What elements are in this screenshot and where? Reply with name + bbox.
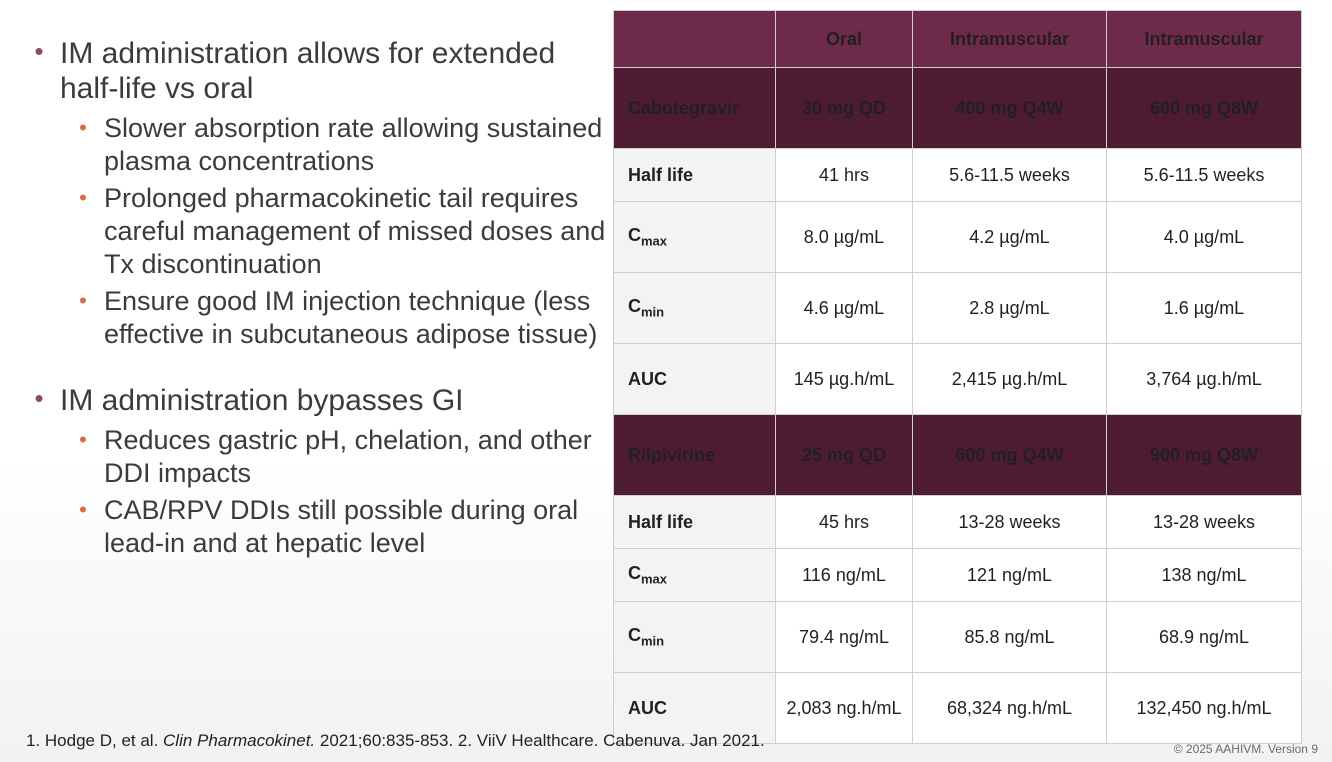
bullet-item <box>18 36 608 106</box>
drug-dose-q8w: 900 mg Q8W <box>1107 415 1302 496</box>
bullet-item <box>62 182 608 281</box>
footnote-journal: Clin Pharmacokinet. <box>163 731 316 750</box>
cell-value: 2.8 µg/mL <box>913 273 1107 344</box>
bullet-item <box>62 285 608 351</box>
row-label-text: C <box>628 625 641 646</box>
table-row <box>614 496 1302 549</box>
cell-value: 45 hrs <box>776 496 913 549</box>
drug-dose-q4w: 600 mg Q4W <box>913 415 1107 496</box>
footnote-citation <box>26 731 765 751</box>
cell-value: 4.2 µg/mL <box>913 202 1107 273</box>
cell-value: 5.6-11.5 weeks <box>913 149 1107 202</box>
cell-value: 1.6 µg/mL <box>1107 273 1302 344</box>
cell-value: 5.6-11.5 weeks <box>1107 149 1302 202</box>
cell-value: 79.4 ng/mL <box>776 602 913 673</box>
bullet-item <box>62 112 608 178</box>
bullet-item <box>62 424 608 490</box>
row-label-auc: AUC <box>614 673 776 744</box>
bullet-text: CAB/RPV DDIs still possible during oral lead-in and at hepatic level <box>104 495 579 558</box>
row-label-text: C <box>628 296 641 317</box>
cell-value: 85.8 ng/mL <box>913 602 1107 673</box>
row-label-half-life: Half life <box>614 496 776 549</box>
cell-value: 145 µg.h/mL <box>776 344 913 415</box>
drug-name: Rilpivirine <box>614 415 776 496</box>
pk-table-wrapper <box>613 10 1301 744</box>
bullet-item <box>62 494 608 560</box>
pk-table <box>613 10 1302 744</box>
cell-value: 3,764 µg.h/mL <box>1107 344 1302 415</box>
bullet-item <box>18 383 608 418</box>
column-header-im-q8w: Intramuscular <box>1107 11 1302 68</box>
row-label-subscript: max <box>641 233 668 249</box>
row-label-cmax <box>614 549 776 602</box>
drug-dose-q4w: 400 mg Q4W <box>913 68 1107 149</box>
footnote-part1: 1. Hodge D, et al. <box>26 731 164 750</box>
cell-value: 138 ng/mL <box>1107 549 1302 602</box>
column-header-blank <box>614 11 776 68</box>
cell-value: 2,415 µg.h/mL <box>913 344 1107 415</box>
bullet-dot-icon: • <box>79 185 87 210</box>
cell-value: 121 ng/mL <box>913 549 1107 602</box>
row-label-subscript: max <box>641 571 668 587</box>
row-label-subscript: min <box>641 633 665 649</box>
cell-value: 116 ng/mL <box>776 549 913 602</box>
bullet-dot-icon: • <box>34 383 44 413</box>
cell-value: 8.0 µg/mL <box>776 202 913 273</box>
cell-value: 4.0 µg/mL <box>1107 202 1302 273</box>
row-label-half-life: Half life <box>614 149 776 202</box>
row-label-text: C <box>628 225 641 246</box>
cell-value: 4.6 µg/mL <box>776 273 913 344</box>
row-label-text: C <box>628 563 641 584</box>
table-row <box>614 273 1302 344</box>
bullet-list <box>18 36 608 564</box>
footnote-part2: 2021;60:835-853. 2. ViiV Healthcare. Cabenuva. Jan 2021. <box>315 731 765 750</box>
table-row <box>614 344 1302 415</box>
bullet-text: IM administration bypasses GI <box>60 384 464 417</box>
drug-row-cabotegravir <box>614 68 1302 149</box>
drug-row-rilpivirine <box>614 415 1302 496</box>
bullet-text: Reduces gastric pH, chelation, and other DDI impacts <box>104 425 592 488</box>
bullet-text: Slower absorption rate allowing sustained plasma concentrations <box>104 113 603 176</box>
bullet-dot-icon: • <box>79 427 87 452</box>
row-label-cmin <box>614 273 776 344</box>
bullet-text: IM administration allows for extended half-life vs oral <box>60 37 556 105</box>
cell-value: 2,083 ng.h/mL <box>776 673 913 744</box>
bullet-dot-icon: • <box>79 288 87 313</box>
row-label-subscript: min <box>641 304 665 320</box>
cell-value: 132,450 ng.h/mL <box>1107 673 1302 744</box>
row-label-cmax <box>614 202 776 273</box>
bullet-dot-icon: • <box>79 115 87 140</box>
table-row <box>614 149 1302 202</box>
bullet-dot-icon: • <box>34 36 44 66</box>
bullet-text: Ensure good IM injection technique (less effective in subcutaneous adipose tissue) <box>104 286 598 349</box>
row-label-auc: AUC <box>614 344 776 415</box>
cell-value: 13-28 weeks <box>1107 496 1302 549</box>
cell-value: 68.9 ng/mL <box>1107 602 1302 673</box>
drug-dose-q8w: 600 mg Q8W <box>1107 68 1302 149</box>
row-label-cmin <box>614 602 776 673</box>
column-header-oral: Oral <box>776 11 913 68</box>
drug-dose-oral: 25 mg QD <box>776 415 913 496</box>
drug-name: Cabotegravir <box>614 68 776 149</box>
table-row <box>614 202 1302 273</box>
table-header-row <box>614 11 1302 68</box>
column-header-im-q4w: Intramuscular <box>913 11 1107 68</box>
bullet-dot-icon: • <box>79 497 87 522</box>
drug-dose-oral: 30 mg QD <box>776 68 913 149</box>
copyright-notice: © 2025 AAHIVM. Version 9 <box>1173 742 1318 756</box>
table-row <box>614 602 1302 673</box>
table-row <box>614 549 1302 602</box>
spacer <box>18 355 608 383</box>
cell-value: 68,324 ng.h/mL <box>913 673 1107 744</box>
cell-value: 13-28 weeks <box>913 496 1107 549</box>
bullet-text: Prolonged pharmacokinetic tail requires careful management of missed doses and Tx discontinuation <box>104 183 606 279</box>
cell-value: 41 hrs <box>776 149 913 202</box>
